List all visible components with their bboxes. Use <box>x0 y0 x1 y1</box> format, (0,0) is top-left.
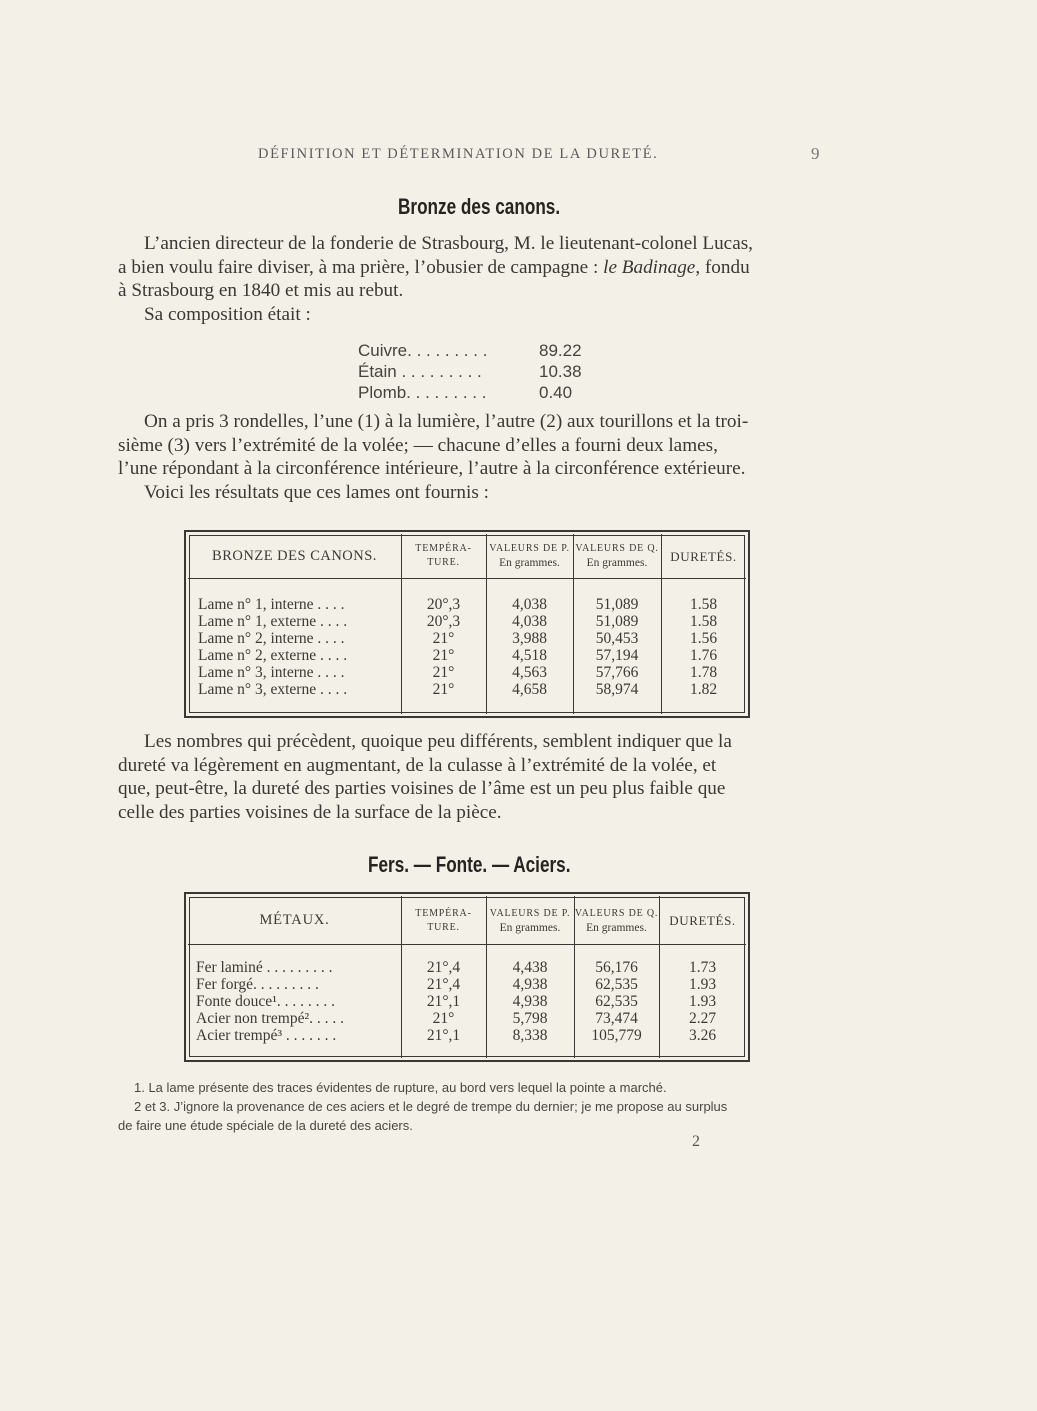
cell-specimen: Lame n° 2, externe . . . . <box>198 647 348 664</box>
text-line: Voici les résultats que ces lames ont fournis : <box>144 481 489 503</box>
cell-temperature: 20°,3 <box>426 596 461 613</box>
cell-q-value: 57,766 <box>595 664 639 681</box>
cell-hardness: 1.73 <box>688 959 717 976</box>
header-p-line1: VALEURS DE P. <box>489 543 570 554</box>
cell-metal: Acier trempé³ . . . . . . . <box>196 1027 337 1044</box>
cell-q-value: 56,176 <box>595 959 638 976</box>
cell-metal: Fer forgé. . . . . . . . . <box>196 976 319 993</box>
cell-hardness: 1.93 <box>688 976 717 993</box>
cell-temperature: 21° <box>432 630 455 647</box>
cell-hardness: 1.58 <box>689 613 718 630</box>
cell-hardness: 1.56 <box>689 630 718 647</box>
header-rule <box>188 578 746 579</box>
cell-metal: Fonte douce¹. . . . . . . . <box>196 993 335 1010</box>
header-name: MÉTAUX. <box>259 912 330 928</box>
cell-q-value: 58,974 <box>595 681 639 698</box>
intro-paragraph <box>118 232 818 326</box>
cell-temperature: 21°,1 <box>426 993 461 1010</box>
page-number: 9 <box>811 144 820 163</box>
cell-p-value: 4,938 <box>512 976 548 993</box>
cell-q-value: 62,535 <box>595 993 638 1010</box>
header-p <box>486 542 573 570</box>
text-line: celle des parties voisines de la surface de la pièce. <box>118 801 502 823</box>
cell-q-value: 57,194 <box>595 647 639 664</box>
cell-specimen: Lame n° 3, externe . . . . <box>198 681 348 698</box>
signature-mark: 2 <box>692 1133 700 1150</box>
header-temp-line2: TURE. <box>427 922 460 933</box>
header-temp-line1: TEMPÉRA- <box>415 908 472 919</box>
cell-p-value: 4,038 <box>512 596 547 613</box>
composition-label: Cuivre. . . . . . . . . <box>358 341 488 360</box>
footnote-2-cont: de faire une étude spéciale de la dureté des aciers. <box>118 1118 413 1133</box>
cell-temperature: 21°,1 <box>426 1027 461 1044</box>
cell-hardness: 1.76 <box>689 647 718 664</box>
cell-specimen: Lame n° 3, interne . . . . <box>198 664 345 681</box>
composition-row <box>358 382 598 403</box>
text-line: sième (3) vers l’extrémité de la volée; — chacune d’elles a fourni deux lames, <box>118 434 718 456</box>
composition-value: 0.40 <box>539 383 573 402</box>
cell-temperature: 21° <box>432 664 455 681</box>
cell-q-value: 51,089 <box>595 596 639 613</box>
header-name: BRONZE DES CANONS. <box>212 548 377 564</box>
cell-p-value: 3,988 <box>512 630 547 647</box>
cell-hardness: 3.26 <box>688 1027 717 1044</box>
header-hardness: DURETÉS. <box>669 913 736 928</box>
cell-temperature: 21° <box>432 1010 455 1027</box>
header-q-line2: En grammes. <box>586 922 647 934</box>
header-q-line1: VALEURS DE Q. <box>575 543 659 554</box>
method-paragraph <box>118 410 818 504</box>
cell-temperature: 21°,4 <box>426 959 461 976</box>
header-temp-line1: TEMPÉRA- <box>415 543 472 554</box>
composition-label: Plomb. . . . . . . . . <box>358 383 487 402</box>
header-hardness: DURETÉS. <box>670 549 737 564</box>
cell-q-value: 73,474 <box>595 1010 638 1027</box>
cell-p-value: 4,438 <box>512 959 548 976</box>
cell-hardness: 1.78 <box>689 664 718 681</box>
metals-table <box>184 892 750 1062</box>
text-line: à Strasbourg en 1840 et mis au rebut. <box>118 280 404 302</box>
header-p-line1: VALEURS DE P. <box>489 908 571 919</box>
cell-p-value: 4,658 <box>512 681 547 698</box>
text-line: L’ancien directeur de la fonderie de Strasbourg, M. le lieutenant-colonel Lucas, <box>144 233 753 254</box>
composition-label: Étain . . . . . . . . . <box>358 362 482 381</box>
ship-name: le Badinage <box>603 256 696 278</box>
cell-temperature: 21°,4 <box>426 976 461 993</box>
composition-list <box>358 340 598 403</box>
header-temp-line2: TURE. <box>427 557 460 568</box>
cell-temperature: 20°,3 <box>426 613 461 630</box>
composition-value: 89.22 <box>539 341 582 360</box>
header-p-line2: En grammes. <box>499 922 561 934</box>
cell-hardness: 1.82 <box>689 681 718 698</box>
cell-hardness: 1.58 <box>689 596 718 613</box>
cell-p-value: 8,338 <box>512 1027 548 1044</box>
section-heading-bronze: Bronze des canons. <box>398 194 561 219</box>
text-line: dureté va légèrement en augmentant, de la culasse à l’extrémité de la volée, et <box>118 754 717 776</box>
composition-row <box>358 340 598 361</box>
text-line: On a pris 3 rondelles, l’une (1) à la lumière, l’autre (2) aux tourillons et la troi- <box>144 411 749 432</box>
cell-p-value: 4,938 <box>512 993 548 1010</box>
cell-p-value: 4,038 <box>512 613 547 630</box>
text-line: l’une répondant à la circonférence intérieure, l’autre à la circonférence extérieure. <box>118 458 746 480</box>
text-line: Sa composition était : <box>144 303 311 325</box>
header-temp <box>401 907 486 935</box>
cell-hardness: 2.27 <box>688 1010 717 1027</box>
footnote-1: 1. La lame présente des traces évidentes de rupture, au bord vers lequel la pointe a marché. <box>134 1080 667 1095</box>
text-line: Les nombres qui précèdent, quoique peu différents, semblent indiquer que la <box>144 731 732 752</box>
cell-p-value: 5,798 <box>512 1010 548 1027</box>
header-temp <box>401 542 486 570</box>
text-line: a bien voulu faire diviser, à ma prière, l’obusier de campagne : le Badinage, fondu <box>118 256 750 278</box>
cell-p-value: 4,563 <box>512 664 547 681</box>
footnote-2: 2 et 3. J’ignore la provenance de ces aciers et le degré de trempe du dernier; je me propose au surplus <box>134 1099 728 1114</box>
cell-temperature: 21° <box>432 681 455 698</box>
header-p-line2: En grammes. <box>499 557 560 569</box>
header-p <box>486 907 574 935</box>
cell-p-value: 4,518 <box>512 647 547 664</box>
composition-row <box>358 361 598 382</box>
cell-metal: Acier non trempé². . . . . <box>196 1010 344 1027</box>
cell-specimen: Lame n° 2, interne . . . . <box>198 630 345 647</box>
cell-temperature: 21° <box>432 647 455 664</box>
cell-q-value: 50,453 <box>595 630 639 647</box>
text-line: que, peut-être, la dureté des parties voisines de l’âme est un peu plus faible que <box>118 778 726 800</box>
running-header <box>0 146 1037 166</box>
composition-value: 10.38 <box>539 362 582 381</box>
cell-metal: Fer laminé . . . . . . . . . <box>196 959 333 976</box>
footnotes <box>118 1078 828 1135</box>
cell-specimen: Lame n° 1, externe . . . . <box>198 613 348 630</box>
header-q-line2: En grammes. <box>586 557 648 569</box>
section-heading-metals: Fers. — Fonte. — Aciers. <box>368 852 571 877</box>
cell-hardness: 1.93 <box>688 993 717 1010</box>
cell-q-value: 62,535 <box>595 976 638 993</box>
conclusion-paragraph <box>118 730 818 824</box>
header-q <box>574 907 659 935</box>
header-title: DÉFINITION ET DÉTERMINATION DE LA DURETÉ. <box>258 146 659 162</box>
cell-specimen: Lame n° 1, interne . . . . <box>198 596 345 613</box>
header-rule <box>188 944 746 945</box>
bronze-table <box>184 530 750 718</box>
header-q <box>573 542 661 570</box>
header-q-line1: VALEURS DE Q. <box>574 908 659 919</box>
cell-q-value: 51,089 <box>595 613 639 630</box>
cell-q-value: 105,779 <box>591 1027 642 1044</box>
